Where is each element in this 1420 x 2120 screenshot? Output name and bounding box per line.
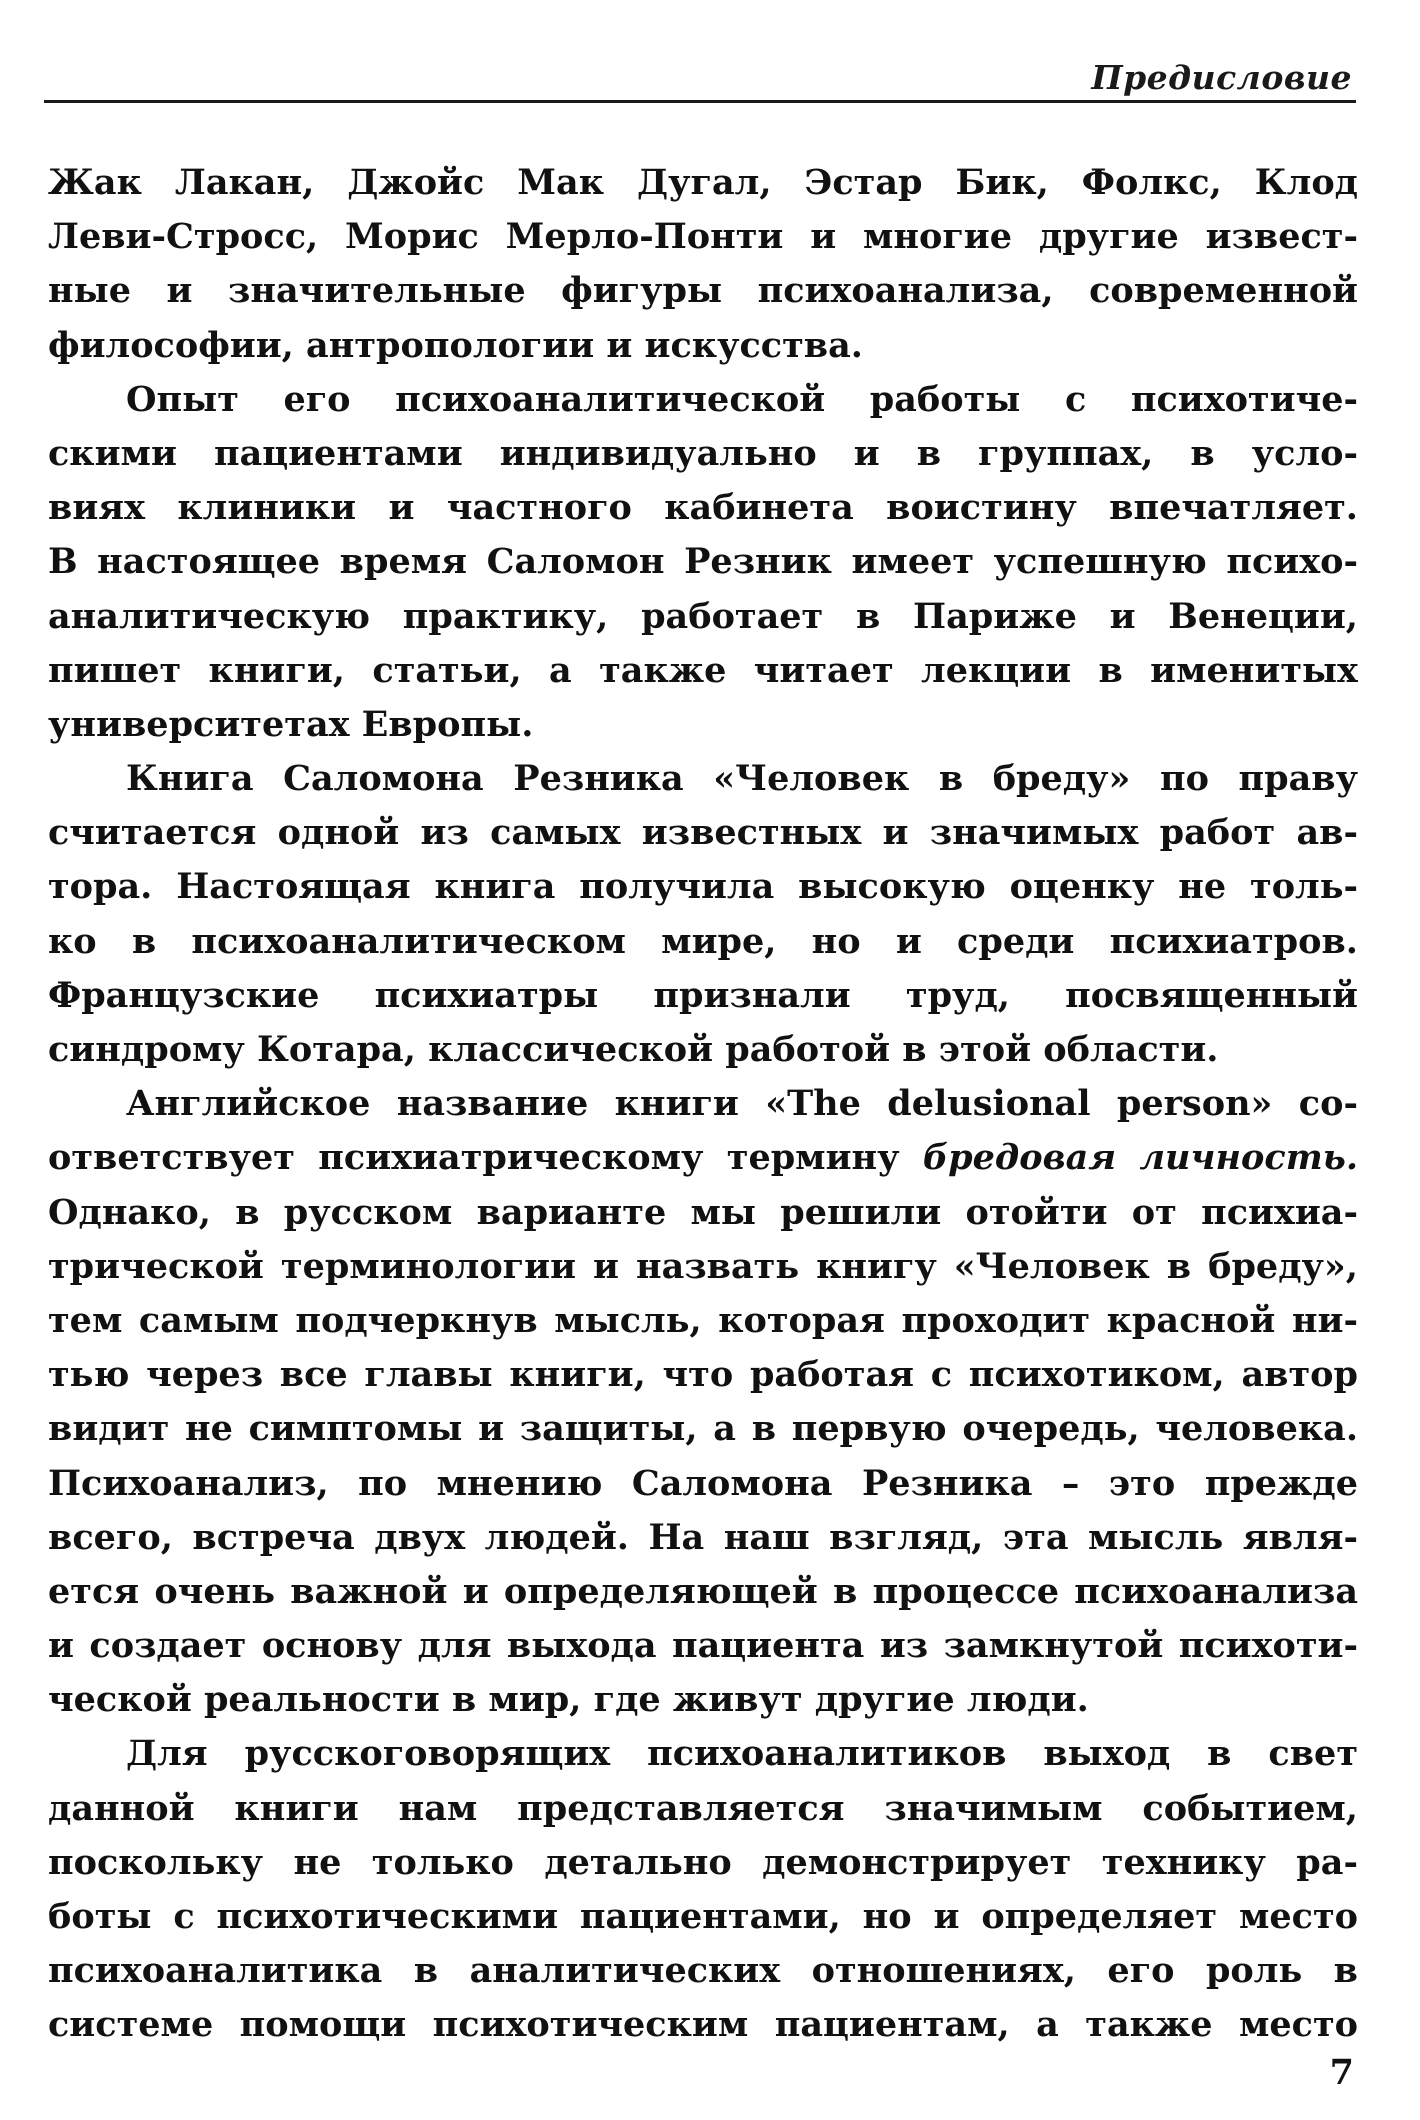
text-line: поскольку не только детально демонстрирует технику ра- (48, 1841, 1358, 1883)
text-line: ко в психоаналитическом мире, но и среди психиатров. (48, 920, 1358, 962)
text-line: аналитическую практику, работает в Париже и Венеции, (48, 595, 1358, 637)
text-line: виях клиники и частного кабинета воистину впечатляет. (48, 487, 1358, 529)
text-line: университетах Европы. (48, 703, 534, 745)
text-line: Для русскоговорящих психоаналитиков выход в свет (126, 1733, 1358, 1775)
paragraph-4 (48, 1077, 1358, 1727)
text-line: синдрому Котара, классической работой в этой области. (48, 1029, 1219, 1070)
text-line: Однако, в русском варианте мы решили отойти от психиа- (48, 1191, 1358, 1233)
text-line: ческой реальности в мир, где живут другие люди. (48, 1679, 1089, 1721)
text-line: философии, антропологии и искусства. (48, 324, 863, 366)
text-line: Опыт его психоаналитической работы с психотиче- (126, 378, 1358, 420)
text-line: Книга Саломона Резника «Человек в бреду» по праву (126, 758, 1358, 800)
text-line-with-term (48, 1131, 1358, 1185)
text-line: Французские психиатры признали труд, посвященный (48, 974, 1358, 1016)
text-segment: ответствует психиатрическому термину (48, 1137, 900, 1179)
text-line: тем самым подчеркнув мысль, которая проходит красной ни- (48, 1299, 1358, 1341)
text-line: Английское название книги «The delusional person» со- (126, 1083, 1358, 1125)
page-number: 7 (1329, 2052, 1354, 2093)
text-line: видит не симптомы и защиты, а в первую очередь, человека. (48, 1408, 1358, 1450)
running-head-title: Предисловие (1091, 58, 1352, 97)
paragraph-3 (48, 752, 1358, 1077)
paragraph-2 (48, 373, 1358, 752)
paragraph-1 (48, 156, 1358, 373)
text-line: скими пациентами индивидуально и в группах, в усло- (48, 432, 1358, 474)
text-line: Леви-Стросс, Морис Мерло-Понти и многие другие извест- (48, 216, 1358, 258)
text-line: пишет книги, статьи, а также читает лекции в именитых (48, 649, 1358, 691)
paragraph-5 (48, 1727, 1358, 2052)
text-line: тора. Настоящая книга получила высокую оценку не толь- (48, 866, 1358, 908)
text-line: В настоящее время Саломон Резник имеет успешную психо- (48, 541, 1358, 583)
text-line: ется очень важной и определяющей в процессе психоанализа (48, 1570, 1358, 1612)
text-line: тью через все главы книги, что работая с психотиком, автор (48, 1354, 1358, 1396)
text-line: ные и значительные фигуры психоанализа, современной (48, 270, 1358, 312)
text-line: данной книги нам представляется значимым событием, (48, 1787, 1358, 1829)
text-line: считается одной из самых известных и значимых работ ав- (48, 812, 1358, 854)
text-line: Жак Лакан, Джойс Мак Дугал, Эстар Бик, Фолкс, Клод (48, 162, 1358, 203)
text-line: системе помощи психотическим пациентам, а также место (48, 2004, 1358, 2046)
header-rule (44, 100, 1356, 103)
text-line: Психоанализ, по мнению Саломона Резника – это прежде (48, 1462, 1358, 1504)
text-line: психоаналитика в аналитических отношениях, его роль в (48, 1950, 1358, 1992)
text-line: боты с психотическими пациентами, но и определяет место (48, 1896, 1358, 1937)
text-body (48, 156, 1358, 2053)
italic-term: бредовая личность. (922, 1137, 1358, 1179)
text-line: трической терминологии и назвать книгу «Человек в бреду», (48, 1245, 1358, 1287)
text-line: и создает основу для выхода пациента из замкнутой психоти- (48, 1625, 1358, 1667)
text-line: всего, встреча двух людей. На наш взгляд, эта мысль явля- (48, 1516, 1358, 1558)
